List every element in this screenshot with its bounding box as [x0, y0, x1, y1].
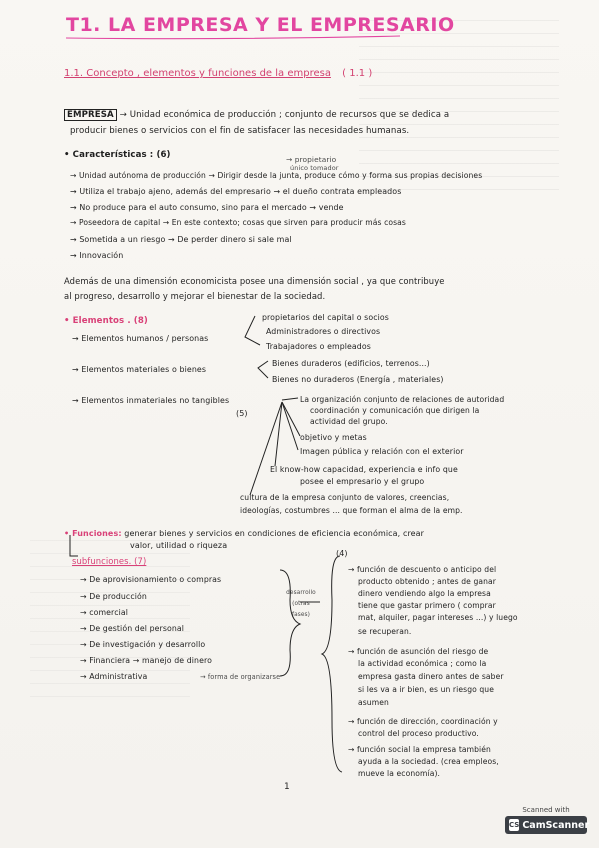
definition-line-2: producir bienes o servicios con el fin de satisfacer las necesidades humanas.: [70, 126, 410, 136]
funcion-line: la actividad económica ; como la: [358, 659, 487, 668]
definition-line-1: [64, 110, 449, 121]
note-unico: único tomador: [290, 164, 339, 172]
inmaterial-cultura: cultura de la empresa conjunto de valores, creencias,: [240, 493, 450, 502]
elementos-heading: • Elementos . (8): [64, 316, 148, 326]
humanos-sub: Administradores o directivos: [266, 327, 381, 336]
admin-note: → forma de organizarse: [200, 673, 281, 681]
inmaterial-organizacion: La organización conjunto de relaciones de autoridad: [300, 395, 505, 404]
funciones-line-1: [64, 528, 424, 539]
funcion-line: empresa gasta dinero antes de saber: [358, 672, 504, 681]
funcion-line: ayuda a la sociedad. (crea empleos,: [358, 757, 499, 766]
elementos-inmateriales: → Elementos inmateriales no tangibles: [72, 396, 230, 405]
badge-main: [505, 816, 590, 834]
materiales-sub: Bienes duraderos (edificios, terrenos...): [272, 359, 430, 368]
camscanner-badge: [505, 806, 590, 840]
section-subtitle-tag: ( 1.1 ): [342, 68, 373, 79]
inmaterial-knowhow: posee el empresario y el grupo: [300, 477, 425, 486]
subfuncion-item: → De gestión del personal: [80, 624, 185, 633]
dimension-line-2: al progreso, desarrollo y mejorar el bienestar de la sociedad.: [64, 291, 326, 301]
badge-brand: CamScanner: [522, 819, 590, 831]
funciones-def: generar bienes y servicios en condiciones de eficiencia económica, crear: [124, 529, 425, 538]
funcion-line: se recuperan.: [358, 627, 412, 636]
funcion-line: si les va a ir bien, es un riesgo que: [358, 685, 494, 694]
inmaterial-imagen: Imagen pública y relación con el exterior: [300, 447, 464, 456]
subfuncion-item: → comercial: [80, 608, 128, 617]
page-number: 1: [284, 782, 290, 792]
funciones-line-2: valor, utilidad o riqueza: [130, 541, 228, 550]
funcion-line: → función de dirección, coordinación y: [348, 717, 498, 726]
inmaterial-cultura: ideologías, costumbres ... que forman el alma de la emp.: [240, 506, 463, 515]
humanos-sub: propietarios del capital o socios: [262, 313, 389, 322]
funcion-line: control del proceso productivo.: [358, 729, 479, 738]
funcion-line: dinero vendiendo algo la empresa: [358, 589, 491, 598]
inmaterial-organizacion: actividad del grupo.: [310, 417, 388, 426]
inmaterial-objetivos: objetivo y metas: [300, 433, 367, 442]
caracteristica-item: → Innovación: [70, 251, 124, 260]
subfuncion-item: → De aprovisionamiento o compras: [80, 575, 222, 584]
section-subtitle-text: 1.1. Concepto , elementos y funciones de la empresa: [64, 68, 331, 79]
funcion-line: → función de descuento o anticipo del: [348, 565, 497, 574]
funcion-line: → función social la empresa también: [348, 745, 491, 754]
subfuncion-item: → De investigación y desarrollo: [80, 640, 206, 649]
badge-top-text: Scanned with: [522, 806, 570, 814]
inmateriales-count: (5): [236, 409, 248, 418]
caracteristica-item: → No produce para el auto consumo, sino para el mercado → vende: [70, 203, 344, 212]
funcion-line: → función de asunción del riesgo de: [348, 647, 489, 656]
subfunciones-heading: subfunciones. (7): [72, 556, 147, 566]
funcion-line: asumen: [358, 698, 389, 707]
materiales-sub: Bienes no duraderos (Energía , materiales): [272, 375, 444, 384]
note-propietario: → propietario: [286, 155, 337, 164]
subfuncion-item: → Financiera → manejo de dinero: [80, 656, 212, 665]
subfuncion-item: → Administrativa: [80, 672, 148, 681]
mid-note: desarrollo (otras fases): [286, 590, 316, 618]
inmaterial-knowhow: El know-how capacidad, experiencia e info que: [270, 465, 458, 474]
funciones-heading: • Funciones:: [64, 529, 122, 538]
caracteristica-item: → Utiliza el trabajo ajeno, además del empresario → el dueño contrata empleados: [70, 187, 402, 196]
elementos-humanos: → Elementos humanos / personas: [72, 334, 209, 343]
subfuncion-item: → De producción: [80, 592, 147, 601]
empresa-label: EMPRESA: [64, 109, 117, 121]
page-title: T1. LA EMPRESA Y EL EMPRESARIO: [66, 14, 455, 36]
camscanner-logo-icon: CS: [509, 821, 520, 829]
caracteristica-item: → Unidad autónoma de producción → Dirigir desde la junta, produce cómo y forma sus propias decisiones: [70, 171, 483, 180]
caracteristica-item: → Sometida a un riesgo → De perder dinero si sale mal: [70, 235, 292, 244]
humanos-sub: Trabajadores o empleados: [266, 342, 371, 351]
dimension-line-1: Además de una dimensión economicista posee una dimensión social , ya que contribuye: [64, 276, 445, 286]
elementos-materiales: → Elementos materiales o bienes: [72, 365, 207, 374]
inmaterial-organizacion: coordinación y comunicación que dirigen la: [310, 406, 480, 415]
funcion-line: producto obtenido ; antes de ganar: [358, 577, 497, 586]
section-subtitle: [64, 68, 372, 79]
right-count: (4): [336, 549, 348, 558]
caracteristicas-heading: • Características : (6): [64, 150, 171, 160]
funcion-line: tiene que gastar primero ( comprar: [358, 601, 496, 610]
funcion-line: mat, alquiler, pagar intereses ...) y luego: [358, 613, 518, 622]
caracteristica-item: → Poseedora de capital → En este contexto; cosas que sirven para producir más cosas: [70, 218, 406, 227]
funcion-line: mueve la economía).: [358, 769, 441, 778]
definition-text: → Unidad económica de producción ; conjunto de recursos que se dedica a: [119, 110, 450, 120]
